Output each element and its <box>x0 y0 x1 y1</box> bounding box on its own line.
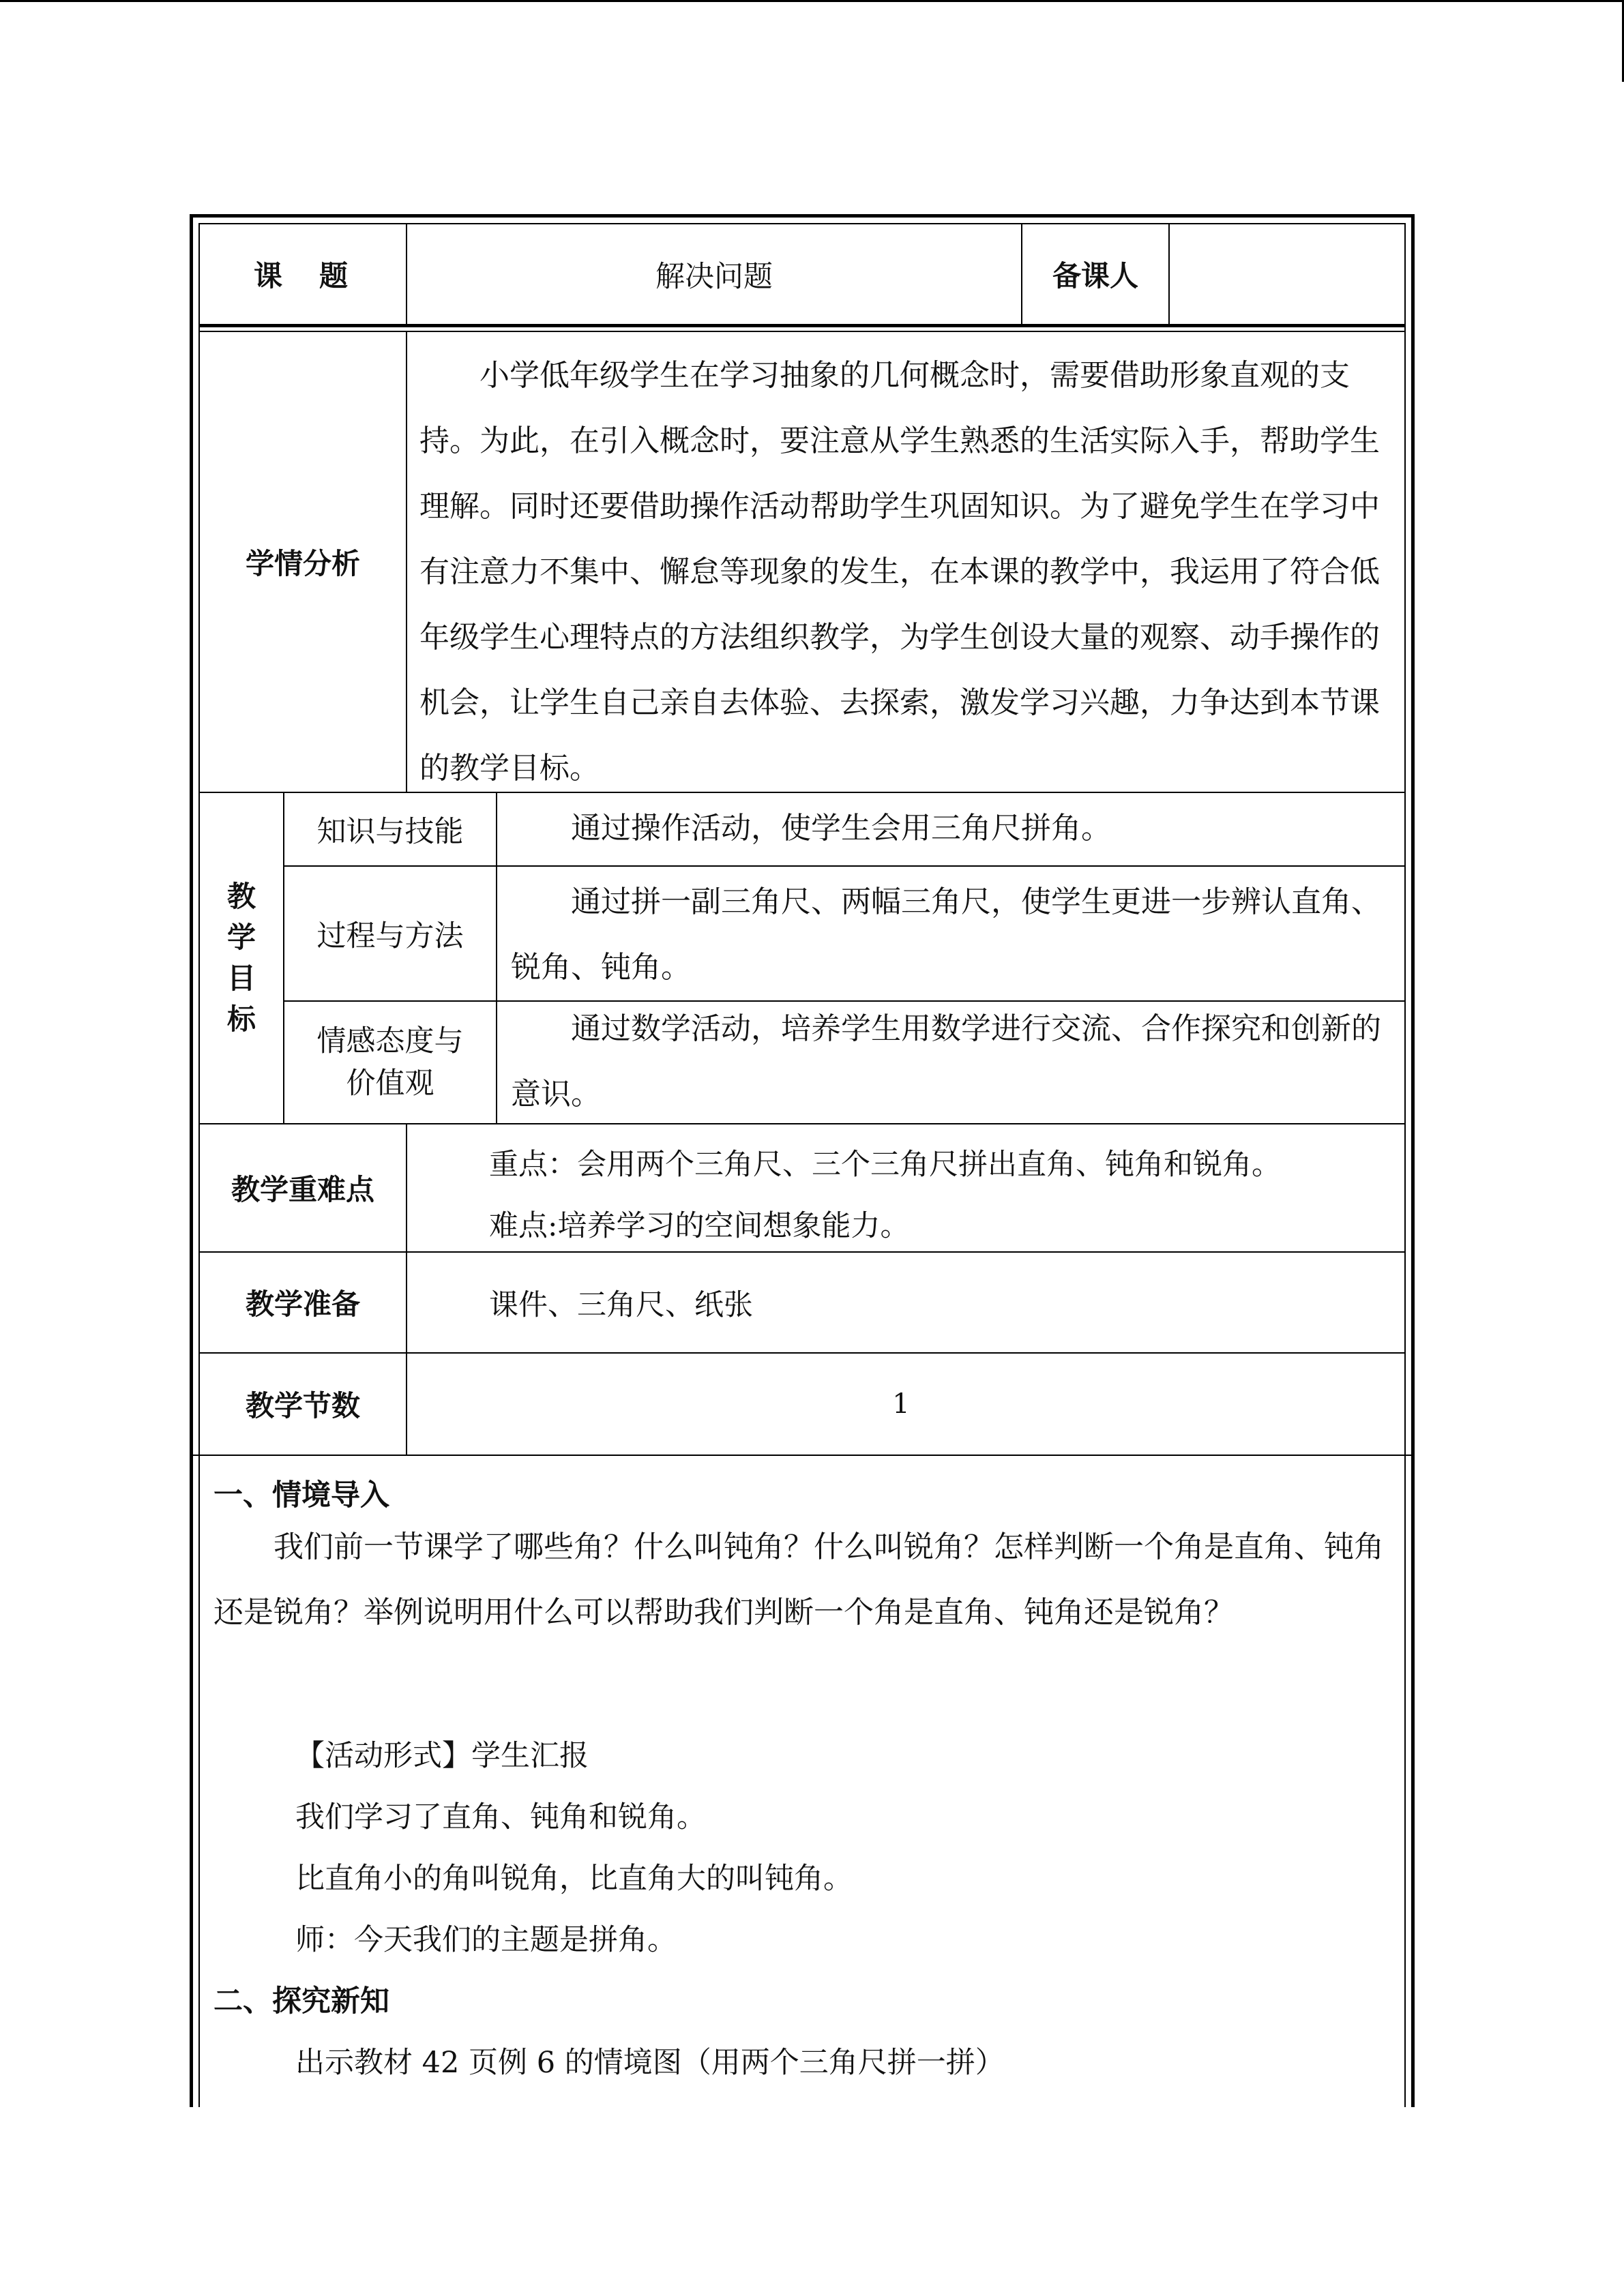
goal-text-knowledge: 通过操作活动，使学生会用三角尺拼角。 <box>571 811 1111 846</box>
keypoints-label: 教学重难点 <box>231 1173 374 1206</box>
divider <box>406 1124 407 1251</box>
keypoints-line-difficult: 难点:培养学习的空间想象能力。 <box>489 1209 910 1243</box>
section1-line1: 我们学习了直角、钝角和锐角。 <box>295 1800 706 1834</box>
goals-label-char: 标 <box>226 1002 256 1036</box>
analysis-label: 学情分析 <box>245 547 360 580</box>
section2-line1: 出示教材 42 页例 6 的情境图（用两个三角尺拼一拼） <box>295 2046 1005 2080</box>
topic-label: 课 题 <box>253 259 352 293</box>
keypoints-text <box>489 1134 1281 1257</box>
preparation-text: 课件、三角尺、纸张 <box>489 1287 753 1322</box>
goal-name-attitude <box>284 1002 496 1123</box>
goals-label-char: 教 <box>226 880 256 913</box>
goal-name-knowledge: 知识与技能 <box>316 814 464 849</box>
goal-name-attitude-line1: 情感态度与 <box>316 1024 464 1058</box>
preparer-label: 备课人 <box>1052 259 1138 293</box>
goals-label-char: 学 <box>226 921 256 954</box>
section1-question: 我们前一节课学了哪些角？什么叫钝角？什么叫锐角？怎样判断一个角是直角、钝角还是锐角？举例说明用什么可以帮助我们判断一个角是直角、钝角还是锐角？ <box>213 1530 1384 1630</box>
header-double-rule <box>200 324 1404 327</box>
keypoints-line-key: 重点：会用两个三角尺、三个三角尺拼出直角、钝角和锐角。 <box>489 1148 1281 1182</box>
goal-name-attitude-line2: 价值观 <box>346 1067 434 1101</box>
divider <box>496 793 497 1123</box>
goals-label <box>200 793 283 1123</box>
section2-heading: 二、探究新知 <box>213 1984 389 2018</box>
divider <box>406 1253 407 1352</box>
preparation-label: 教学准备 <box>245 1287 360 1321</box>
periods-label: 教学节数 <box>245 1389 360 1422</box>
goal-name-process: 过程与方法 <box>316 919 464 953</box>
goal-text-process: 通过拼一副三角尺、两幅三角尺，使学生更进一步辨认直角、锐角、钝角。 <box>511 884 1381 985</box>
periods-value: 1 <box>892 1388 910 1420</box>
section1-activity: 【活动形式】学生汇报 <box>295 1739 589 1773</box>
page-top-rule <box>0 0 1624 2</box>
section1-heading: 一、情境导入 <box>213 1478 389 1512</box>
lesson-plan-table <box>190 214 1415 2107</box>
goals-label-char: 目 <box>226 961 256 995</box>
preparer-value <box>1170 224 1395 324</box>
goal-text-attitude: 通过数学活动，培养学生用数学进行交流、合作探究和创新的意识。 <box>511 1011 1381 1112</box>
section1-line2: 比直角小的角叫锐角，比直角大的叫钝角。 <box>295 1862 853 1896</box>
row-rule <box>193 1455 1411 1456</box>
analysis-text: 小学低年级学生在学习抽象的几何概念时，需要借助形象直观的支持。为此，在引入概念时，要注意从学生熟悉的生活实际入手，帮助学生理解。同时还要借助操作活动帮助学生巩固知识。为了避免学生在学习中有注意力不集中、懈怠等现象的发生，在本课的教学中，我运用了符合低年级学生心理特点的方法组织教学，为学生创设大量的观察、动手操作的机会，让学生自己亲自去体验、去探索，激发学习兴趣，力争达到本节课的教学目标。 <box>419 358 1380 786</box>
topic-value: 解决问题 <box>655 259 773 294</box>
divider <box>406 332 407 792</box>
section1-line3: 师：今天我们的主题是拼角。 <box>295 1923 677 1957</box>
